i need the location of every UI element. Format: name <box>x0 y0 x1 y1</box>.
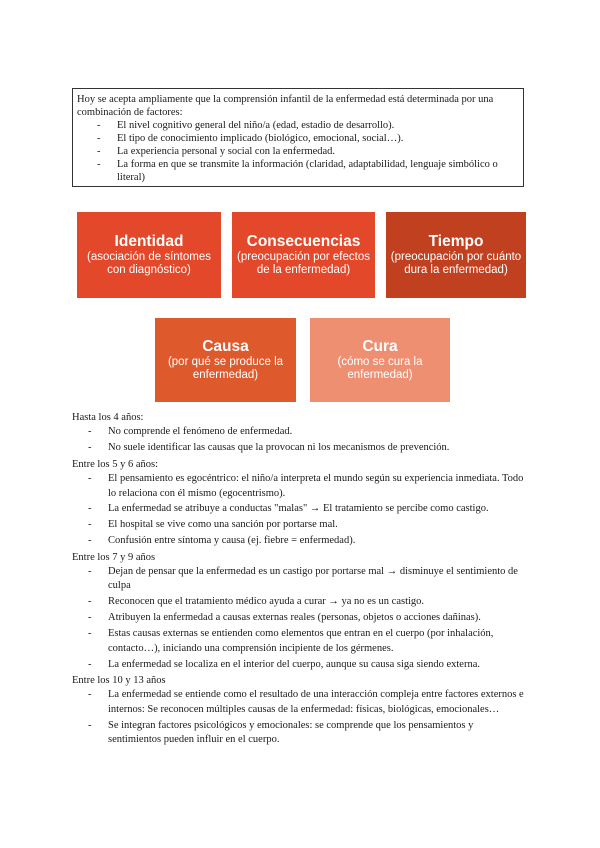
stage-item: - Se integran factores psicológicos y emocionales: se comprende que los pensamientos y sentimientos pueden influir en el cuerpo. <box>72 719 528 748</box>
stage-list <box>72 472 528 549</box>
stage-heading: Entre los 5 y 6 años: <box>72 458 159 470</box>
intro-item: - La experiencia personal y social con la enfermedad. <box>77 145 517 158</box>
box-title: Consecuencias <box>246 233 361 250</box>
stage-list <box>72 688 528 747</box>
box-title: Cura <box>362 338 398 355</box>
stage-item: - Estas causas externas se entienden como elementos que entran en el cuerpo (por inhalación, contacto…), iniciando una comprensión incipiente de los gérmenes. <box>72 627 528 656</box>
stage-heading: Entre los 7 y 9 años <box>72 551 156 563</box>
intro-lead: Hoy se acepta ampliamente que la comprensión infantil de la enfermedad está determinada por una combinación de factores: <box>77 94 494 118</box>
intro-box <box>72 88 524 187</box>
stage-item: - No comprende el fenómeno de enfermedad. <box>72 425 528 439</box>
stage-item: - El pensamiento es egocéntrico: el niño/a interpreta el mundo según su experiencia inmediata. Todo lo relaciona con él mismo (egocentrismo). <box>72 472 528 501</box>
box-consecuencias <box>232 212 375 298</box>
stage-item: - Atribuyen la enfermedad a causas externas reales (personas, objetos o acciones dañinas). <box>72 611 528 625</box>
box-title: Identidad <box>114 233 184 250</box>
box-subtitle: (preocupación por cuánto dura la enfermedad) <box>390 251 522 276</box>
stage-item: - Dejan de pensar que la enfermedad es un castigo por portarse mal → disminuye el sentimiento de culpa <box>72 565 528 594</box>
box-title: Causa <box>202 338 249 355</box>
stage-item: - No suele identificar las causas que la provocan ni los mecanismos de prevención. <box>72 441 528 455</box>
stage-item: - El hospital se vive como una sanción por portarse mal. <box>72 518 528 532</box>
box-causa <box>155 318 296 402</box>
box-tiempo <box>386 212 526 298</box>
stages-section <box>72 411 528 749</box>
box-subtitle: (cómo se cura la enfermedad) <box>337 356 423 381</box>
stage-heading: Hasta los 4 años: <box>72 412 144 423</box>
intro-item: - La forma en que se transmite la información (claridad, adaptabilidad, lenguaje simbólico o literal) <box>77 158 517 184</box>
stage-item: - La enfermedad se atribuye a conductas "malas" → El tratamiento se percibe como castigo. <box>72 502 528 516</box>
stage-list <box>72 565 528 672</box>
stage-item: - La enfermedad se localiza en el interior del cuerpo, aunque su causa siga siendo externa. <box>72 658 528 672</box>
intro-item: - El nivel cognitivo general del niño/a (edad, estadio de desarrollo). <box>77 119 517 132</box>
stage-heading: Entre los 10 y 13 años <box>72 674 166 686</box>
intro-list <box>77 119 517 184</box>
box-identidad <box>77 212 221 298</box>
intro-item: - El tipo de conocimiento implicado (biológico, emocional, social…). <box>77 132 517 145</box>
stage-item: - La enfermedad se entiende como el resultado de una interacción compleja entre factores externos e internos: Se reconocen múltiples causas de la enfermedad: físicas, biológicas, emocionales… <box>72 688 528 717</box>
box-cura <box>310 318 450 402</box>
box-subtitle: (preocupación por efectos de la enfermedad) <box>237 251 370 276</box>
stage-item: - Reconocen que el tratamiento médico ayuda a curar → ya no es un castigo. <box>72 595 528 609</box>
stage-item: - Confusión entre síntoma y causa (ej. fiebre = enfermedad). <box>72 534 528 548</box>
stage-list <box>72 425 528 455</box>
box-subtitle: (asociación de síntomes con diagnóstico) <box>86 251 211 276</box>
box-title: Tiempo <box>428 233 484 250</box>
box-subtitle: (por qué se produce la enfermedad) <box>167 356 284 381</box>
